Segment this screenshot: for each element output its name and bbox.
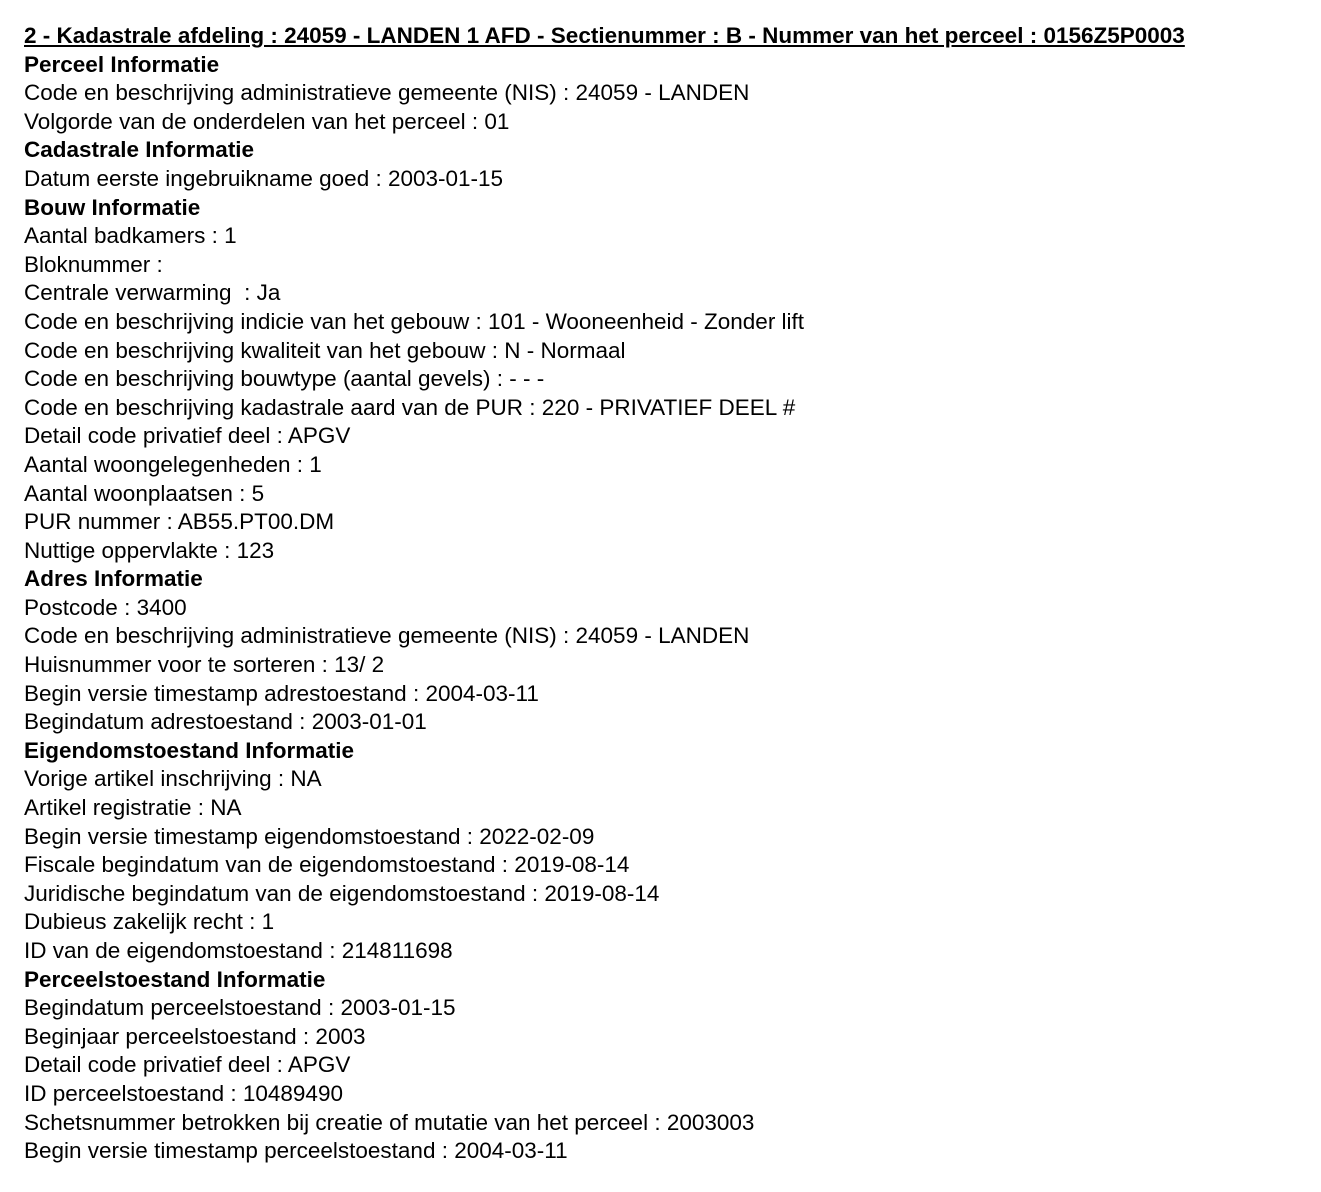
- section: [24, 737, 1314, 966]
- field-line: Begin versie timestamp eigendomstoestand : 2022-02-09: [24, 823, 595, 849]
- field-line: Postcode : 3400: [24, 594, 187, 620]
- section-heading: Perceel Informatie: [24, 51, 220, 77]
- field-line: Aantal woonplaatsen : 5: [24, 480, 265, 506]
- field-line: Detail code privatief deel : APGV: [24, 423, 351, 449]
- field-line: Code en beschrijving bouwtype (aantal gevels) : - - -: [24, 366, 545, 392]
- section-heading: Eigendomstoestand Informatie: [24, 737, 355, 763]
- field-line: Dubieus zakelijk recht : 1: [24, 909, 275, 935]
- section: [24, 51, 1314, 137]
- field-line: Volgorde van de onderdelen van het perceel : 01: [24, 108, 510, 134]
- field-line: Code en beschrijving administratieve gemeente (NIS) : 24059 - LANDEN: [24, 80, 750, 106]
- field-line: Centrale verwarming : Ja: [24, 280, 281, 306]
- field-line: Bloknummer :: [24, 251, 163, 277]
- field-line: Nuttige oppervlakte : 123: [24, 537, 275, 563]
- document: [24, 22, 1314, 1166]
- field-line: Huisnummer voor te sorteren : 13/ 2: [24, 652, 385, 678]
- field-line: Begin versie timestamp adrestoestand : 2004-03-11: [24, 680, 539, 706]
- field-line: Schetsnummer betrokken bij creatie of mutatie van het perceel : 2003003: [24, 1109, 755, 1135]
- field-line: Aantal badkamers : 1: [24, 223, 237, 249]
- field-line: ID perceelstoestand : 10489490: [24, 1080, 343, 1106]
- field-line: Artikel registratie : NA: [24, 795, 242, 821]
- field-line: Aantal woongelegenheden : 1: [24, 451, 322, 477]
- section-heading: Cadastrale Informatie: [24, 137, 255, 163]
- field-line: Code en beschrijving indicie van het gebouw : 101 - Wooneenheid - Zonder lift: [24, 308, 805, 334]
- sections-container: [24, 51, 1314, 1166]
- field-line: Code en beschrijving kadastrale aard van de PUR : 220 - PRIVATIEF DEEL #: [24, 394, 796, 420]
- field-line: Code en beschrijving kwaliteit van het gebouw : N - Normaal: [24, 337, 626, 363]
- field-line: Begindatum adrestoestand : 2003-01-01: [24, 709, 427, 735]
- section: [24, 966, 1314, 1166]
- section-heading: Perceelstoestand Informatie: [24, 966, 326, 992]
- field-line: ID van de eigendomstoestand : 214811698: [24, 938, 453, 963]
- field-line: Detail code privatief deel : APGV: [24, 1052, 351, 1078]
- section: [24, 194, 1314, 566]
- section: [24, 136, 1314, 193]
- field-line: Vorige artikel inschrijving : NA: [24, 766, 322, 792]
- field-line: PUR nummer : AB55.PT00.DM: [24, 509, 335, 535]
- field-line: Fiscale begindatum van de eigendomstoestand : 2019-08-14: [24, 852, 630, 878]
- field-line: Juridische begindatum van de eigendomstoestand : 2019-08-14: [24, 880, 660, 906]
- section-heading: Adres Informatie: [24, 566, 203, 592]
- field-line: Code en beschrijving administratieve gemeente (NIS) : 24059 - LANDEN: [24, 623, 750, 649]
- field-line: Beginjaar perceelstoestand : 2003: [24, 1023, 366, 1049]
- field-line: Begin versie timestamp perceelstoestand : 2004-03-11: [24, 1138, 568, 1164]
- document-title: 2 - Kadastrale afdeling : 24059 - LANDEN 1 AFD - Sectienummer : B - Nummer van het perceel : 0156Z5P0003: [24, 23, 1185, 48]
- section: [24, 565, 1314, 737]
- field-line: Datum eerste ingebruikname goed : 2003-01-15: [24, 165, 504, 191]
- field-line: Begindatum perceelstoestand : 2003-01-15: [24, 995, 456, 1021]
- section-heading: Bouw Informatie: [24, 194, 201, 220]
